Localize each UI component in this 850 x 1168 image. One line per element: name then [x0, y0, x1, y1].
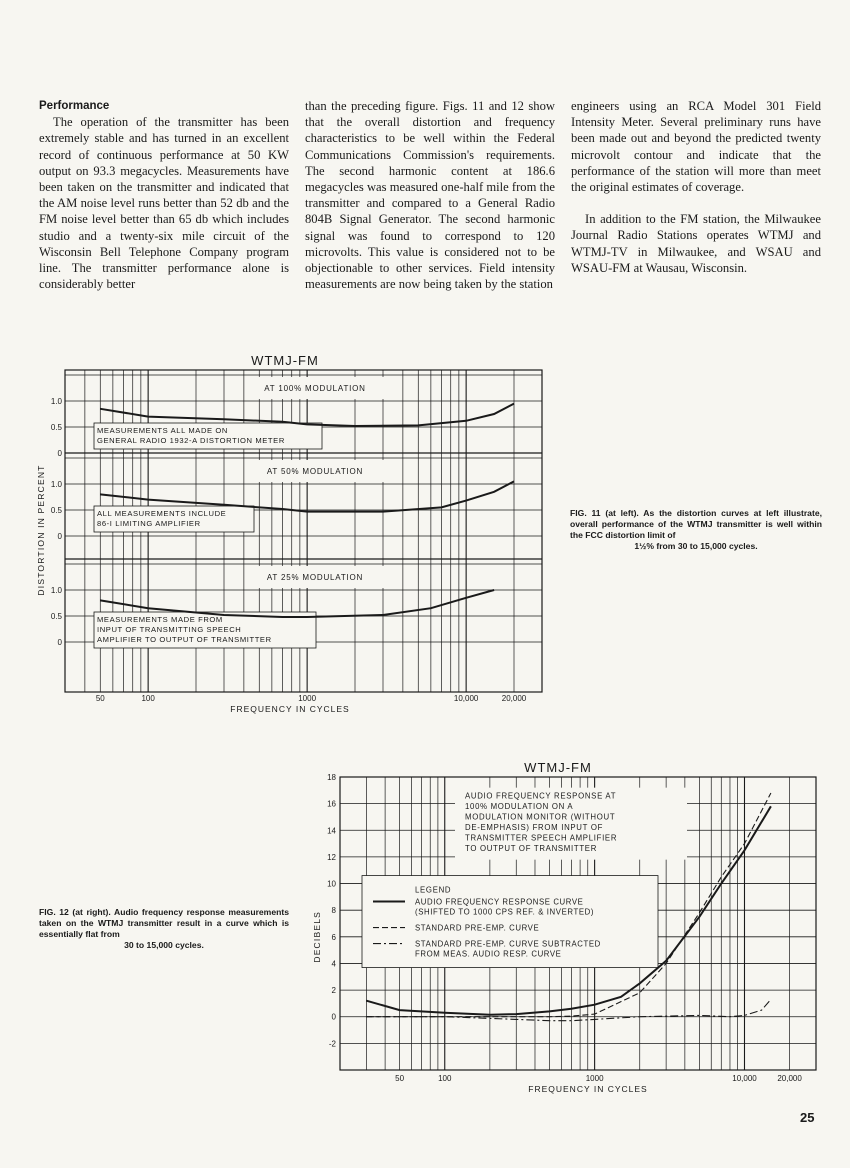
panel-label: AT 50% MODULATION [266, 467, 364, 476]
note-text: MEASUREMENTS ALL MADE ON [97, 426, 229, 435]
x-tick-label: 10,000 [732, 1074, 757, 1083]
chart-title: WTMJ-FM [524, 760, 592, 775]
annotation-text: 100% MODULATION ON A [465, 802, 574, 812]
y-tick-label: 14 [327, 826, 336, 836]
article-column-2 [305, 98, 555, 292]
y-tick-label: 1.0 [50, 586, 62, 595]
note-text: INPUT OF TRANSMITTING SPEECH [97, 625, 242, 634]
annotation-text: AUDIO FREQUENCY RESPONSE AT [465, 791, 617, 801]
response-curve-dashdot [366, 999, 771, 1020]
note-text: GENERAL RADIO 1932-A DISTORTION METER [97, 436, 285, 445]
y-tick-label: 10 [327, 879, 336, 889]
x-tick-label: 50 [95, 694, 105, 703]
x-tick-label: 100 [141, 694, 155, 703]
legend-text: STANDARD PRE-EMP. CURVE SUBTRACTED [415, 939, 601, 949]
y-tick-label: 4 [331, 959, 336, 969]
annotation-text: TO OUTPUT OF TRANSMITTER [465, 844, 598, 854]
y-tick-label: 0 [57, 638, 62, 647]
y-tick-label: 2 [331, 986, 336, 996]
annotation-text: MODULATION MONITOR (WITHOUT [465, 812, 616, 822]
legend-text: STANDARD PRE-EMP. CURVE [415, 923, 540, 933]
paragraph: than the preceding figure. Figs. 11 and 12 show that the overall distortion and frequency characteristics to be well within the Federal Communications Commission's requirements. The second harmonic content at 186.6 megacycles was measured one-half mile from the transmitter and compared to a General Radio 804B Signal Generator. The second harmonic signal was found to correspond to 120 microvolts. This value is considered not to be objectionable to other services. Field intensity measurements are now being taken by the station [305, 99, 555, 292]
y-tick-label: -2 [328, 1039, 336, 1049]
y-tick-label: 1.0 [50, 397, 62, 406]
article-column-3 [571, 98, 821, 276]
x-tick-label: 1000 [298, 694, 317, 703]
y-tick-label: 0.5 [50, 612, 62, 621]
frequency-response-chart [300, 755, 835, 1100]
caption-text: FIG. 12 (at right). Audio frequency response measurements taken on the WTMJ transmitter result in a curve which is essentially flat from [39, 907, 289, 939]
y-tick-label: 0 [57, 532, 62, 541]
page-number: 25 [800, 1110, 815, 1125]
x-axis-label: FREQUENCY IN CYCLES [230, 704, 350, 714]
caption-text: 1½% from 30 to 15,000 cycles. [634, 541, 758, 551]
legend-title: LEGEND [415, 885, 452, 895]
section-heading: Performance [39, 100, 110, 112]
y-tick-label: 0.5 [50, 506, 62, 515]
chart-title: WTMJ-FM [251, 353, 319, 368]
y-axis-label: DECIBELS [312, 910, 322, 963]
x-tick-label: 20,000 [501, 694, 527, 703]
y-tick-label: 0 [331, 1012, 336, 1022]
panel-label: AT 25% MODULATION [266, 573, 364, 582]
x-tick-label: 50 [395, 1074, 405, 1083]
panel-label: AT 100% MODULATION [264, 384, 366, 393]
caption-text: FIG. 11 (at left). As the distortion curves at left illustrate, overall performance of the WTMJ transmitter is well within the FCC distortion limit of [570, 508, 822, 540]
y-axis-label: DISTORTION IN PERCENT [36, 464, 46, 596]
x-tick-label: 20,000 [777, 1074, 802, 1083]
note-text: 86-I LIMITING AMPLIFIER [97, 519, 201, 528]
caption-text: 30 to 15,000 cycles. [124, 940, 204, 950]
note-text: ALL MEASUREMENTS INCLUDE [97, 509, 227, 518]
x-tick-label: 10,000 [453, 694, 479, 703]
paragraph: In addition to the FM station, the Milwaukee Journal Radio Stations operates WTMJ and WTMJ-TV in Milwaukee, and WSAU and WSAU-FM at Wausau, Wisconsin. [571, 212, 821, 275]
note-text: MEASUREMENTS MADE FROM [97, 615, 223, 624]
distortion-chart [30, 350, 565, 715]
legend-text: FROM MEAS. AUDIO RESP. CURVE [415, 949, 562, 959]
x-axis-label: FREQUENCY IN CYCLES [528, 1084, 648, 1094]
annotation-text: TRANSMITTER SPEECH AMPLIFIER [465, 833, 618, 843]
y-tick-label: 6 [331, 932, 336, 942]
fig12-caption [39, 907, 289, 951]
y-tick-label: 16 [327, 799, 336, 809]
paragraph: The operation of the transmitter has been extremely stable and has turned in an excellent record of continuous performance at 50 KW output on 93.3 megacycles. Measurements have been taken on the transmitter and indicated that the AM noise level runs better than 52 db and the FM noise level better than 65 db which includes studio and a twenty-six mile circuit of the Wisconsin Bell Telephone Company program line. The transmitter performance alone is considerably better [39, 115, 289, 292]
x-tick-label: 100 [438, 1074, 452, 1083]
article-column-1 [39, 98, 289, 292]
fig11-caption [570, 508, 822, 552]
y-tick-label: 8 [331, 906, 336, 916]
note-text: AMPLIFIER TO OUTPUT OF TRANSMITTER [97, 635, 272, 644]
y-tick-label: 12 [327, 852, 336, 862]
y-tick-label: 0 [57, 449, 62, 458]
y-tick-label: 0.5 [50, 423, 62, 432]
annotation-text: DE-EMPHASIS) FROM INPUT OF [465, 823, 604, 833]
paragraph: engineers using an RCA Model 301 Field Intensity Meter. Several preliminary runs have been made out and beyond the predicted twenty microvolt contour and indicate that the performance of the station will more than meet the original estimates of coverage. [571, 99, 821, 195]
y-tick-label: 18 [327, 773, 336, 782]
legend-text: AUDIO FREQUENCY RESPONSE CURVE [415, 897, 584, 907]
x-tick-label: 1000 [585, 1074, 604, 1083]
y-tick-label: 1.0 [50, 480, 62, 489]
legend-text: (SHIFTED TO 1000 CPS REF. & INVERTED) [415, 907, 595, 917]
